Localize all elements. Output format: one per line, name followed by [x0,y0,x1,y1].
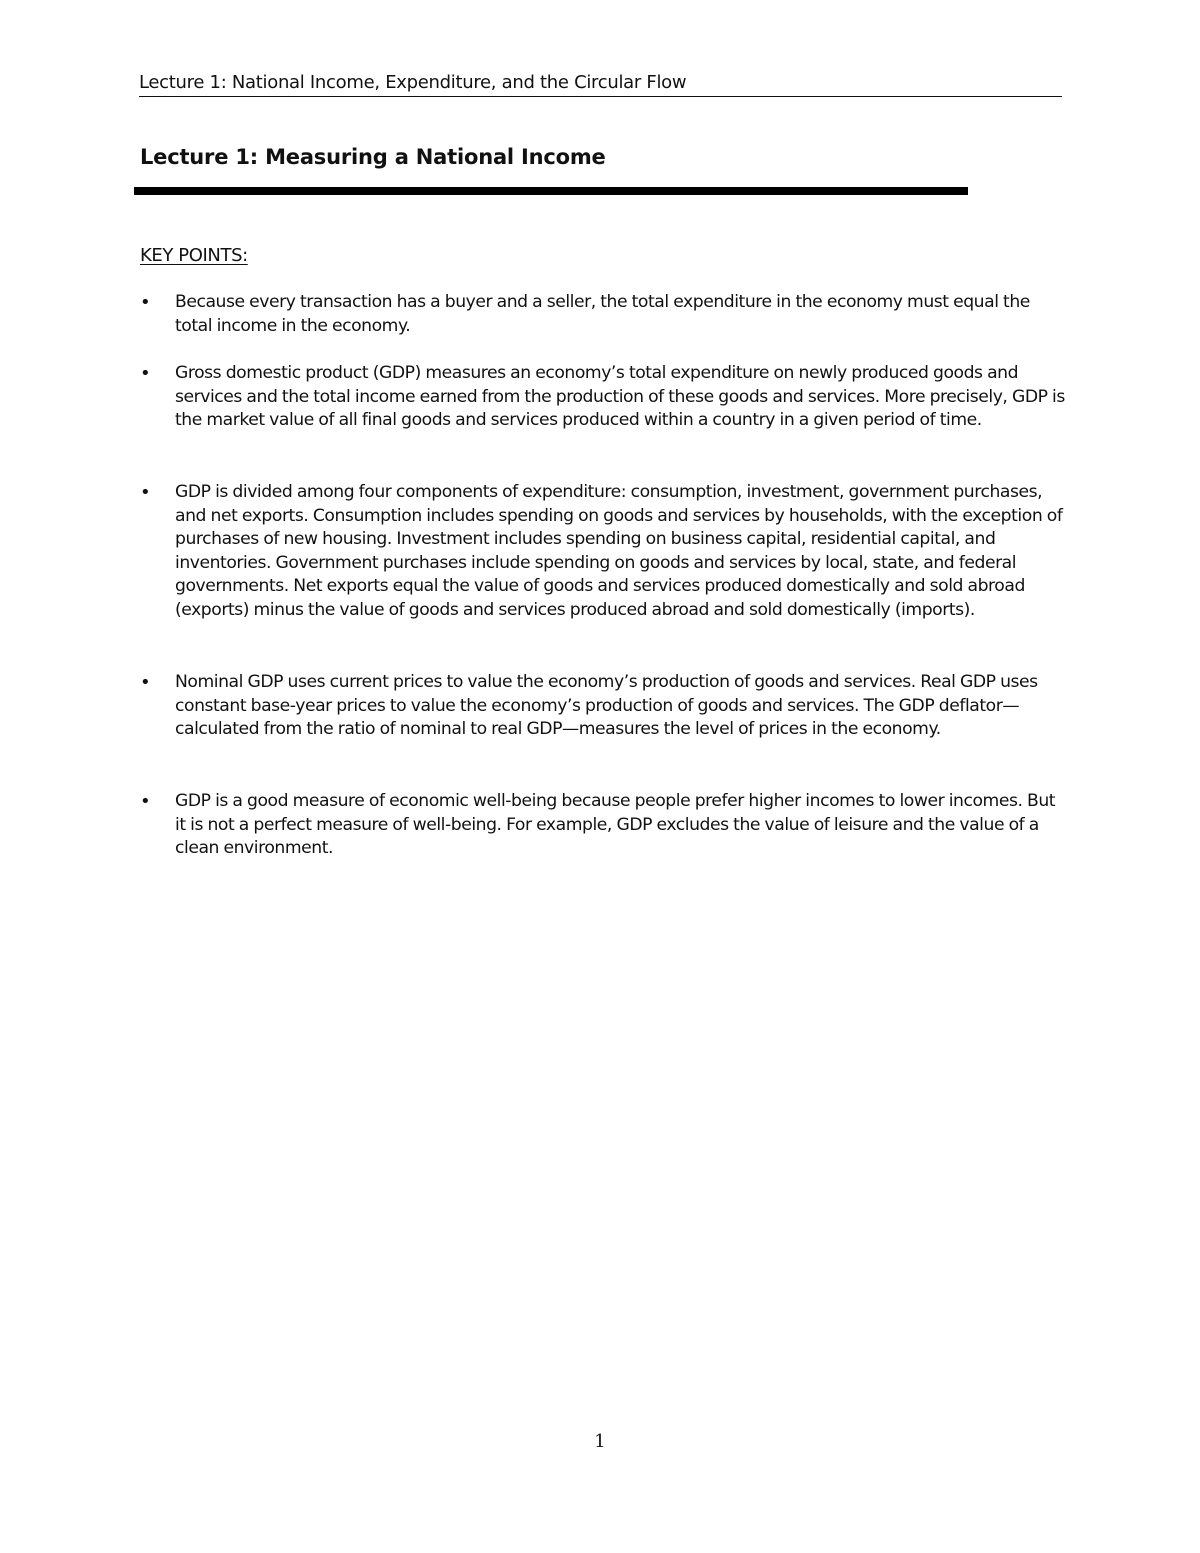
bullet-icon: • [140,363,151,384]
bullet-icon: • [140,672,151,693]
key-point-text: GDP is a good measure of economic well-being because people prefer higher incomes to lower incomes. But it is not a perfect measure of well-being. For example, GDP excludes the value of leisure and the value of a clean environment. [175,791,1056,859]
key-point-text: Because every transaction has a buyer and a seller, the total expenditure in the economy must equal the total income in the economy. [175,292,1030,336]
bullet-icon: • [140,292,151,313]
key-point-text: Gross domestic product (GDP) measures an economy’s total expenditure on newly produced goods and services and the total income earned from the production of these goods and services. More precisely, GDP is the market value of all final goods and services produced within a country in a given period of time. [175,363,1065,431]
key-point-text: Nominal GDP uses current prices to value the economy’s production of goods and services. Real GDP uses constant base-year prices to value the economy’s production of goods and services. The GDP deflator—calculated from the ratio of nominal to real GDP—measures the level of prices in the economy. [175,672,1038,740]
bullet-icon: • [140,482,151,503]
bullet-icon: • [140,791,151,812]
title-rule [134,187,968,195]
key-point-text: GDP is divided among four components of expenditure: consumption, investment, government purchases, and net exports. Consumption includes spending on goods and services by households, with the exception of purchases of new housing. Investment includes spending on business capital, residential capital, and inventories. Government purchases include spending on goods and services by local, state, and federal governments. Net exports equal the value of goods and services produced domestically and sold abroad (exports) minus the value of goods and services produced abroad and sold domestically (imports). [175,482,1063,620]
page-number: 1 [594,1431,606,1452]
page-title: Lecture 1: Measuring a National Income [140,145,606,169]
running-header: Lecture 1: National Income, Expenditure, and the Circular Flow [139,72,1062,97]
key-points-heading: KEY POINTS: [140,245,248,266]
